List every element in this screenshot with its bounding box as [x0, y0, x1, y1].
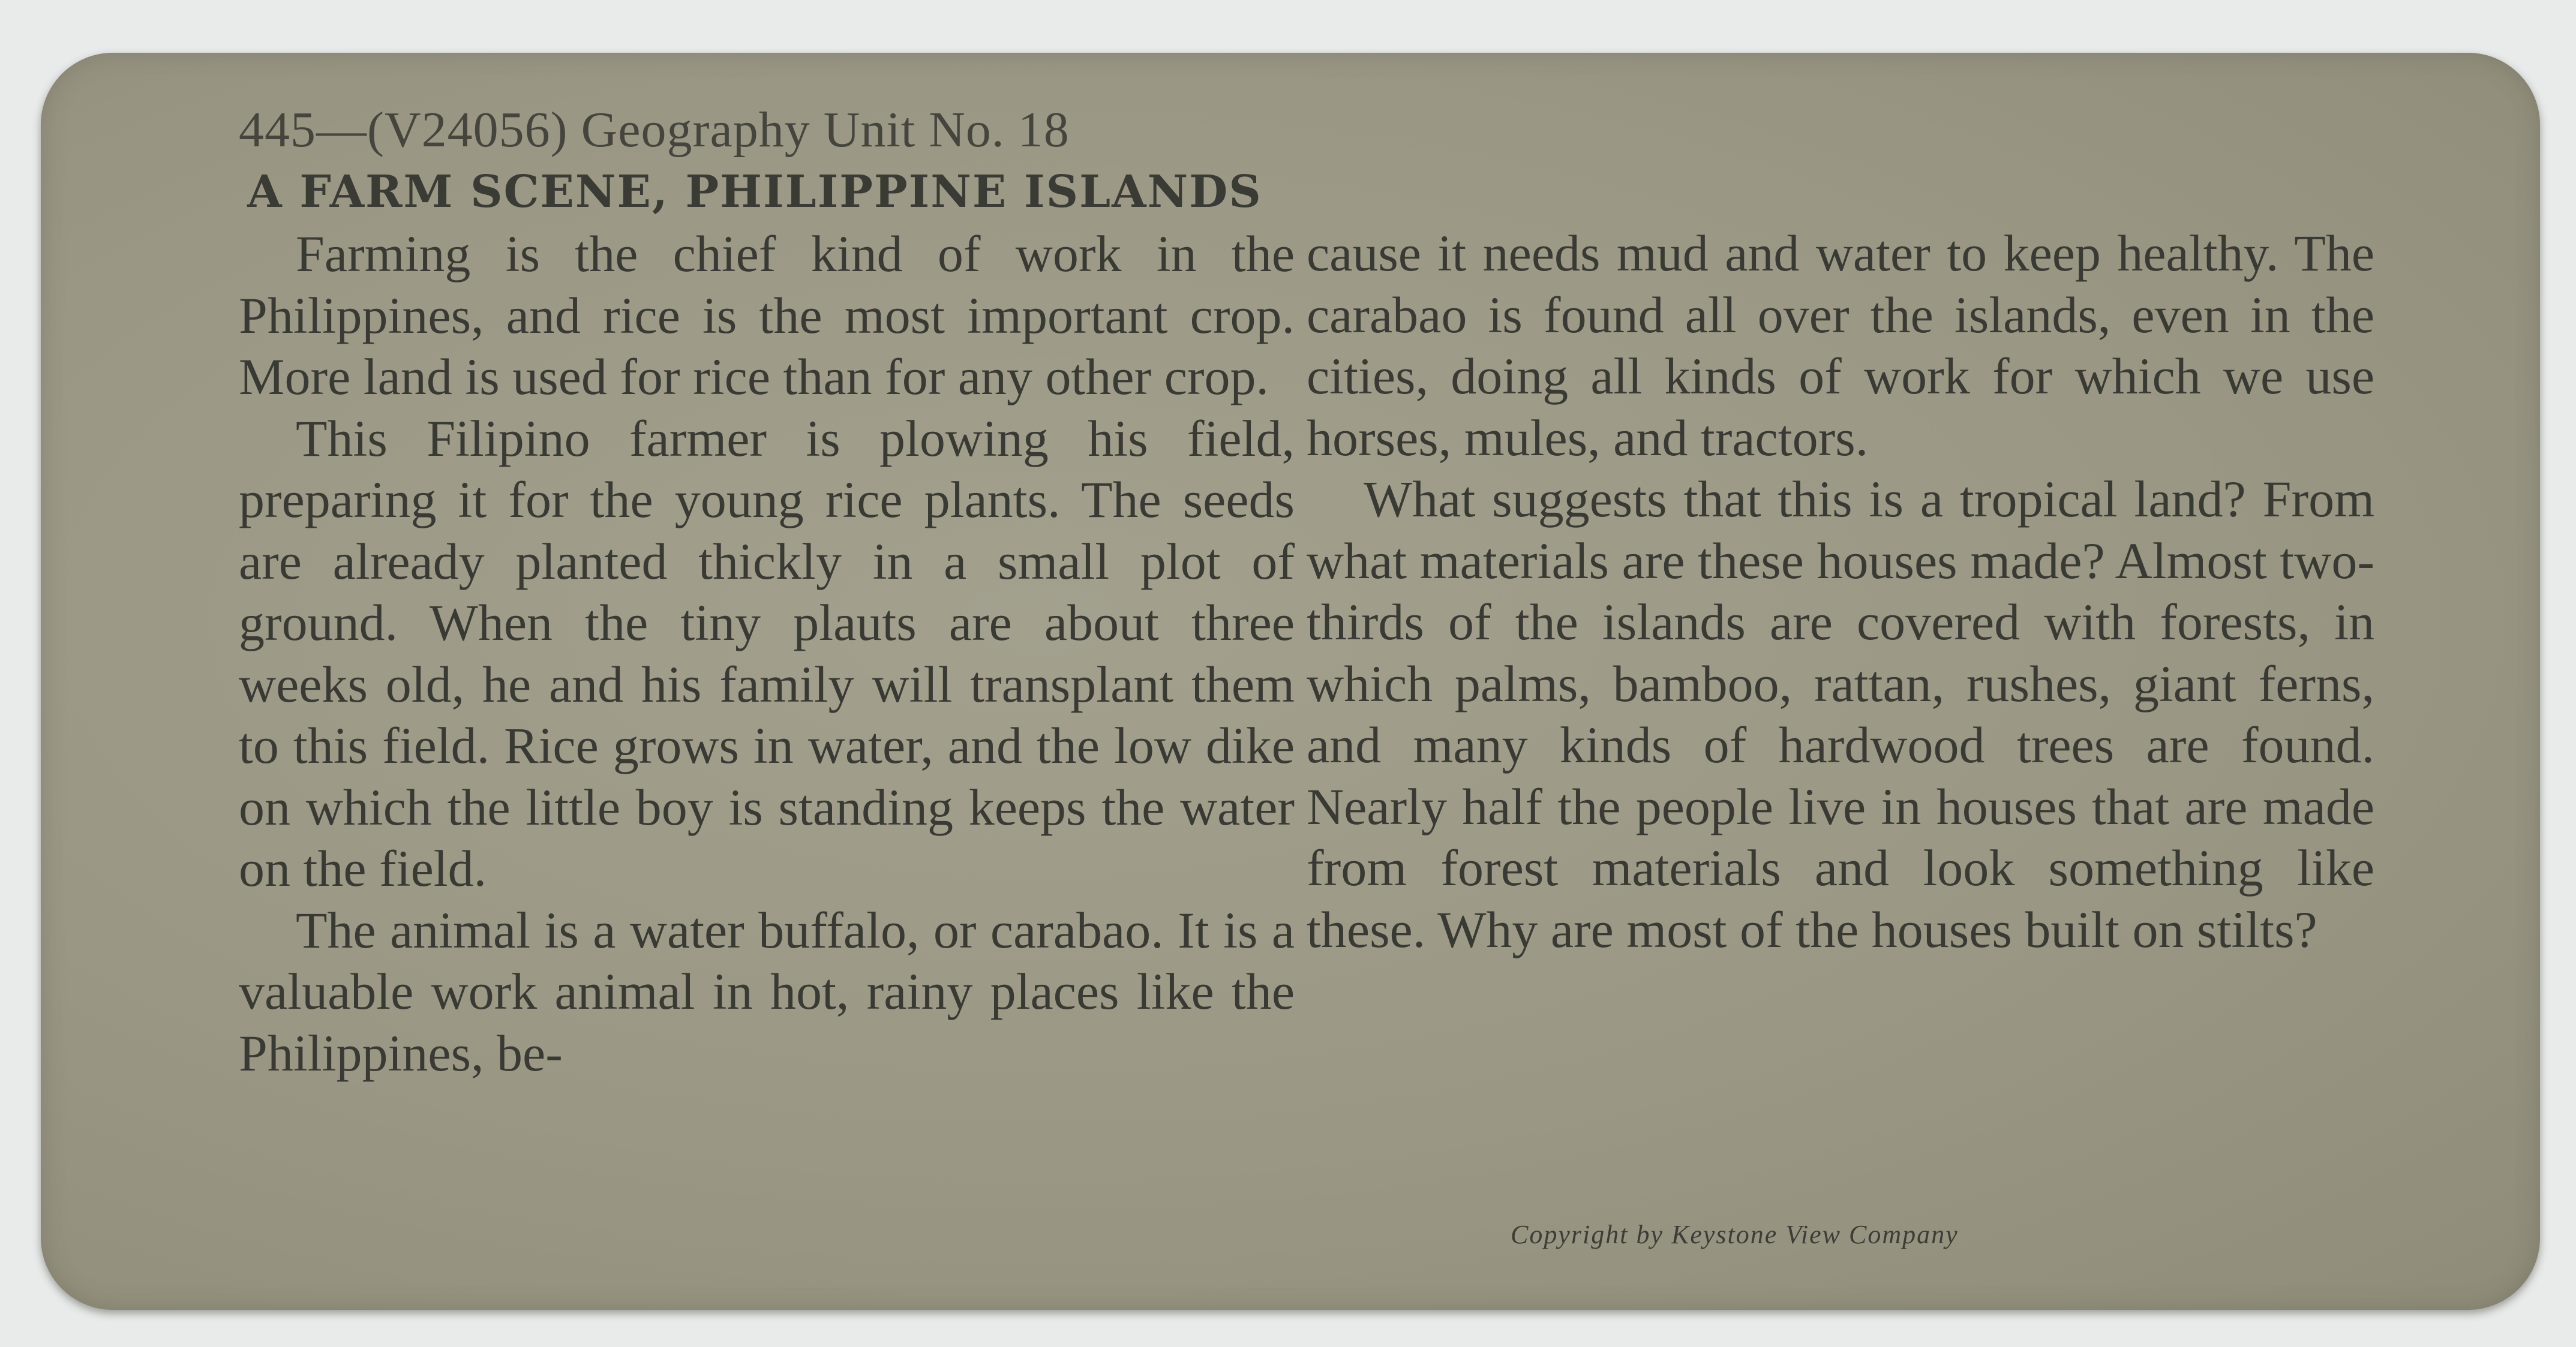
paragraph-carabao-continued: cause it needs mud and water to keep healthy. The carabao is found all over the islands, even in the cities, doing all kinds of work for which we use horses, mules, and tractors.: [1307, 224, 2374, 467]
paragraph-carabao: The animal is a water buffalo, or carabao. It is a valuable work animal in hot, rainy places like the Philippines, be-: [239, 901, 1295, 1082]
paragraph-tropical-questions: What suggests that this is a tropical land? From what materials are these houses made? Almost two-thirds of the islands are covered with forests, in which palms, bamboo, rattan, rushes, giant ferns, and many kinds of hardwood trees are found. Nearly half the people live in houses that are made from forest materials and look something like these. Why are most of the houses built on stilts?: [1307, 470, 2374, 958]
stereoview-card-back: [41, 53, 2540, 1310]
card-title: A FARM SCENE, PHILIPPINE ISLANDS: [247, 166, 1262, 218]
copyright-notice: Copyright by Keystone View Company: [1511, 1220, 1959, 1249]
right-column: [1307, 223, 2374, 960]
left-column: [239, 100, 1295, 1084]
paragraph-farming: Farming is the chief kind of work in the Philippines, and rice is the most important crop. More land is used for rice than for any other crop.: [239, 225, 1295, 405]
catalog-header: 445—(V24056) Geography Unit No. 18: [239, 102, 1070, 158]
paragraph-farmer: This Filipino farmer is plowing his field, preparing it for the young rice plants. The seeds are already planted thickly in a small plot of ground. When the tiny plauts are about three weeks old, he and his family will transplant them to this field. Rice grows in water, and the low dike on which the little boy is standing keeps the water on the field.: [239, 409, 1295, 897]
